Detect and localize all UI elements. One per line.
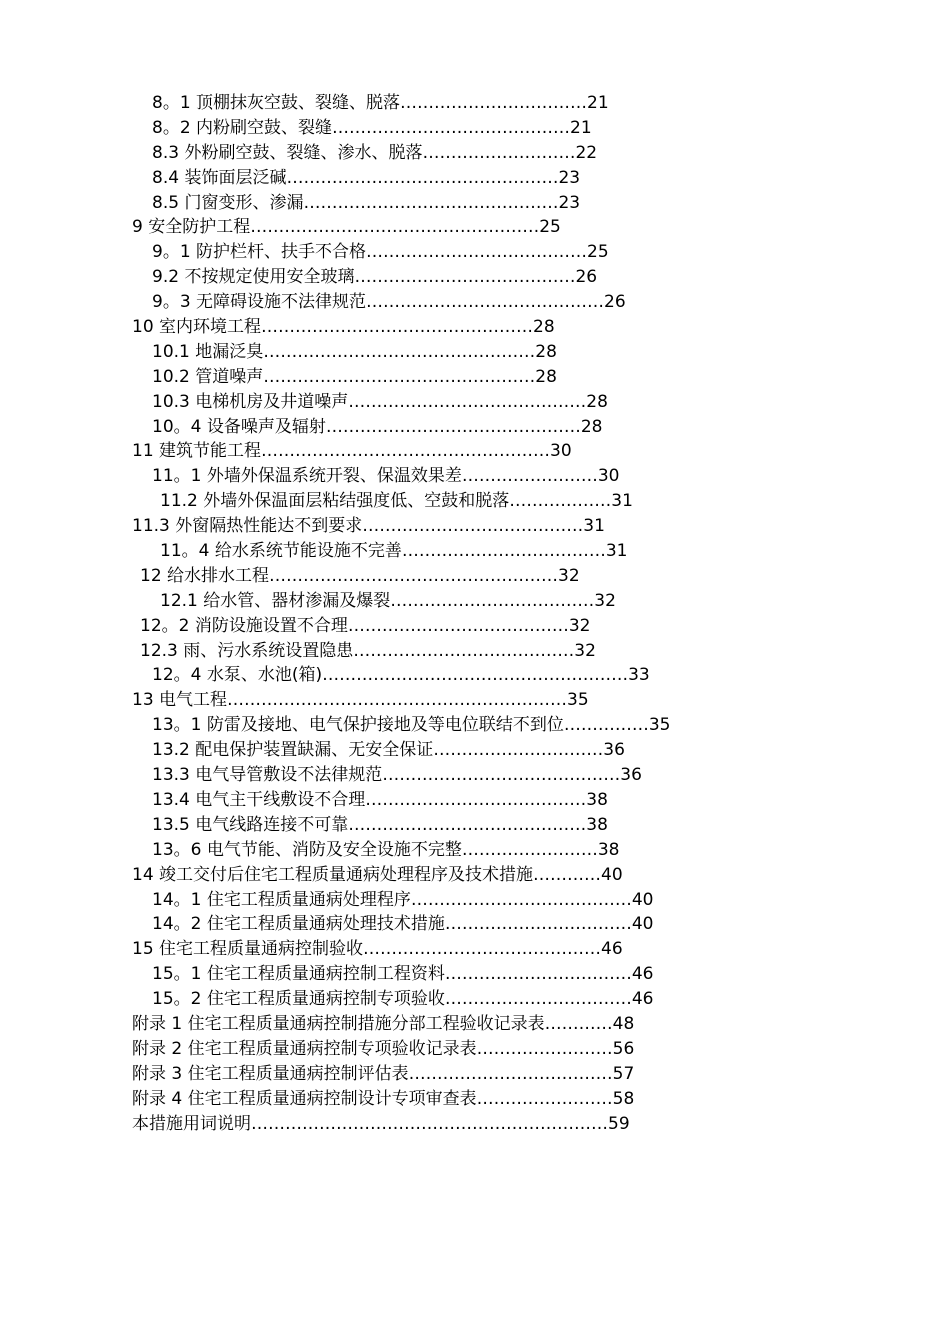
toc-entry-14-1 [0,888,950,913]
toc-entry-text: 9.2 不按规定使用安全玻璃…………………………………26 [152,267,598,288]
toc-entry-12-2 [0,614,950,639]
toc-entry-appendix-4 [0,1087,950,1112]
toc-entry-15-2 [0,987,950,1012]
toc-entry-text: 12.3 雨、污水系统设置隐患…………………………………32 [140,640,596,661]
toc-entry-appendix-1 [0,1012,950,1037]
toc-entry-12-4 [0,663,950,688]
toc-entry-text: 12.1 给水管、器材渗漏及爆裂………………………………32 [160,590,616,611]
toc-entry-11-3 [0,514,950,539]
toc-entry-14-2 [0,912,950,937]
toc-entry-13-3 [0,763,950,788]
toc-entry-text: 11.3 外窗隔热性能达不到要求…………………………………31 [132,516,605,537]
toc-entry-text: 14。1 住宅工程质量通病处理程序…………………………………40 [152,889,654,910]
toc-entry-text: 附录 3 住宅工程质量通病控制评估表………………………………57 [132,1063,635,1084]
toc-entry-13-4 [0,788,950,813]
toc-entry-15 [0,937,950,962]
toc-entry-8-3 [0,141,950,166]
toc-entry-13-1 [0,713,950,738]
table-of-contents [0,91,950,1136]
toc-entry-8-2 [0,116,950,141]
toc-entry-text: 13.5 电气线路连接不可靠……………………………………38 [152,814,608,835]
toc-entry-10-2 [0,365,950,390]
toc-entry-text: 13。6 电气节能、消防及安全设施不完整……………………38 [152,839,620,860]
toc-entry-10-4 [0,415,950,440]
toc-entry-9-2 [0,265,950,290]
toc-entry-12 [0,564,950,589]
toc-entry-9-3 [0,290,950,315]
toc-entry-13-5 [0,813,950,838]
toc-entry-text: 13。1 防雷及接地、电气保护接地及等电位联结不到位……………35 [152,715,671,736]
toc-entry-12-3 [0,639,950,664]
toc-entry-appendix-3 [0,1062,950,1087]
toc-entry-13-2 [0,738,950,763]
toc-entry-15-1 [0,962,950,987]
toc-entry-text: 附录 2 住宅工程质量通病控制专项验收记录表……………………56 [132,1038,635,1059]
toc-entry-terms [0,1112,950,1137]
toc-entry-text: 10 室内环境工程…………………………………………28 [132,317,555,338]
toc-entry-13 [0,688,950,713]
toc-entry-text: 14。2 住宅工程质量通病处理技术措施……………………………40 [152,914,654,935]
toc-entry-text: 8.4 装饰面层泛碱…………………………………………23 [152,167,581,188]
toc-entry-text: 13.3 电气导管敷设不法律规范……………………………………36 [152,765,642,786]
toc-entry-text: 11。4 给水系统节能设施不完善………………………………31 [160,541,628,562]
toc-entry-text: 10.2 管道噪声…………………………………………28 [152,366,557,387]
toc-entry-8-1 [0,91,950,116]
toc-entry-11-1 [0,464,950,489]
toc-entry-text: 9 安全防护工程……………………………………………25 [132,217,561,238]
toc-entry-text: 本措施用词说明………………………………………………………59 [132,1113,630,1134]
toc-entry-11 [0,439,950,464]
toc-entry-text: 15 住宅工程质量通病控制验收……………………………………46 [132,939,623,960]
toc-entry-12-1 [0,589,950,614]
toc-entry-text: 8.3 外粉刷空鼓、裂缝、渗水、脱落………………………22 [152,142,598,163]
toc-entry-text: 13.4 电气主干线敷设不合理…………………………………38 [152,789,608,810]
toc-entry-text: 附录 4 住宅工程质量通病控制设计专项审查表……………………58 [132,1088,635,1109]
toc-entry-text: 9。1 防护栏杆、扶手不合格…………………………………25 [152,242,609,263]
toc-entry-text: 11 建筑节能工程……………………………………………30 [132,441,572,462]
toc-entry-text: 12 给水排水工程……………………………………………32 [140,565,580,586]
toc-entry-text: 10.1 地漏泛臭…………………………………………28 [152,341,557,362]
toc-entry-10-3 [0,390,950,415]
toc-entry-text: 10。4 设备噪声及辐射………………………………………28 [152,416,603,437]
toc-entry-10-1 [0,340,950,365]
toc-entry-text: 13 电气工程……………………………………………………35 [132,690,589,711]
toc-entry-text: 9。3 无障碍设施不法律规范……………………………………26 [152,292,626,313]
toc-entry-text: 15。1 住宅工程质量通病控制工程资料……………………………46 [152,964,654,985]
toc-entry-text: 13.2 配电保护装置缺漏、无安全保证…………………………36 [152,740,625,761]
toc-entry-text: 11.2 外墙外保温面层粘结强度低、空鼓和脱落………………31 [160,491,633,512]
toc-entry-text: 12。2 消防设施设置不合理…………………………………32 [140,615,591,636]
toc-entry-8-4 [0,166,950,191]
toc-entry-text: 8。1 顶棚抹灰空鼓、裂缝、脱落……………………………21 [152,93,609,113]
toc-entry-text: 附录 1 住宅工程质量通病控制措施分部工程验收记录表…………48 [132,1013,635,1034]
toc-entry-text: 15。2 住宅工程质量通病控制专项验收……………………………46 [152,989,654,1010]
toc-entry-9 [0,215,950,240]
toc-entry-14 [0,863,950,888]
toc-entry-10 [0,315,950,340]
toc-entry-11-2 [0,489,950,514]
toc-entry-text: 8.5 门窗变形、渗漏………………………………………23 [152,192,581,213]
toc-entry-text: 8。2 内粉刷空鼓、裂缝……………………………………21 [152,117,592,138]
toc-entry-9-1 [0,240,950,265]
toc-entry-13-6 [0,838,950,863]
toc-entry-11-4 [0,539,950,564]
toc-entry-8-5 [0,191,950,216]
toc-entry-appendix-2 [0,1037,950,1062]
toc-entry-text: 10.3 电梯机房及井道噪声……………………………………28 [152,391,608,412]
toc-entry-text: 12。4 水泵、水池(箱)………………………………………………33 [152,665,650,686]
toc-entry-text: 14 竣工交付后住宅工程质量通病处理程序及技术措施…………40 [132,864,623,885]
toc-entry-text: 11。1 外墙外保温系统开裂、保温效果差……………………30 [152,466,620,487]
